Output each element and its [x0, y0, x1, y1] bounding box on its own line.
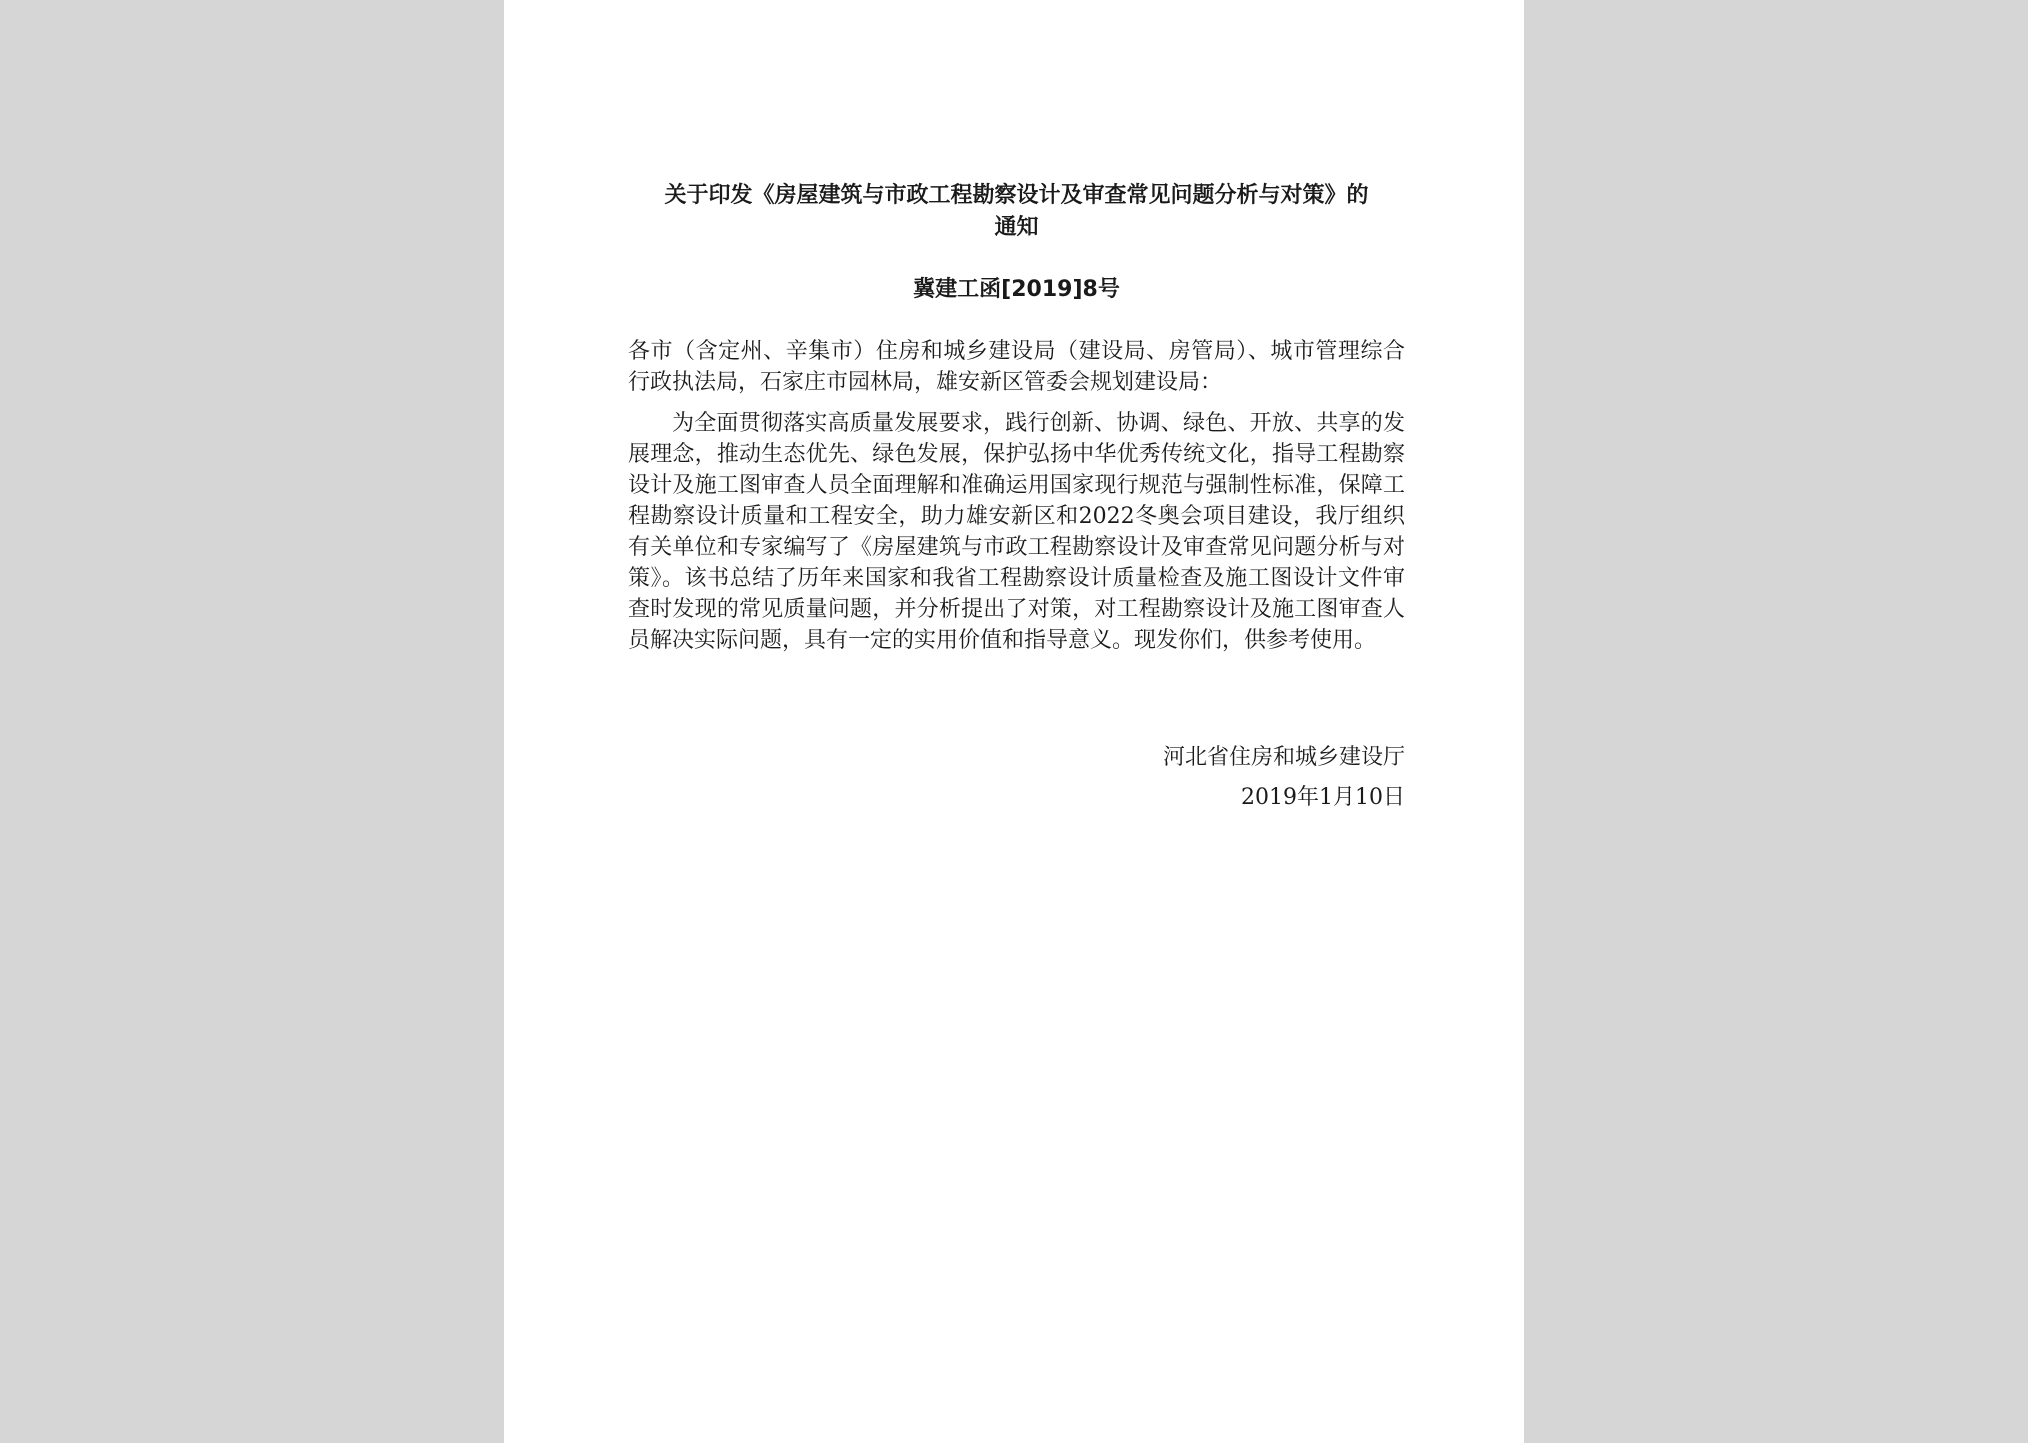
document-content [628, 180, 1405, 818]
document-page [504, 0, 1524, 1443]
salutation: 各市（含定州、辛集市）住房和城乡建设局（建设局、房管局）、城市管理综合行政执法局，石家庄市园林局，雄安新区管委会规划建设局： [628, 339, 1405, 395]
document-title [628, 180, 1405, 244]
title-line-2: 通知 [994, 215, 1039, 240]
document-number: 冀建工函[2019]8号 [913, 277, 1120, 302]
issuer-name: 河北省住房和城乡建设厅 [1162, 745, 1405, 770]
title-line-1: 关于印发《房屋建筑与市政工程勘察设计及审查常见问题分析与对策》的 [664, 183, 1369, 208]
body-paragraph: 为全面贯彻落实高质量发展要求，践行创新、协调、绿色、开放、共享的发展理念，推动生态优先、绿色发展，保护弘扬中华优秀传统文化，指导工程勘察设计及施工图审查人员全面理解和准确运用国家现行规范与强制性标准，保障工程勘察设计质量和工程安全，助力雄安新区和2022冬奥会项目建设，我厅组织有关单位和专家编写了《房屋建筑与市政工程勘察设计及审查常见问题分析与对策》。该书总结了历年来国家和我省工程勘察设计质量检查及施工图设计文件审查时发现的常见质量问题，并分析提出了对策，对工程勘察设计及施工图审查人员解决实际问题，具有一定的实用价值和指导意义。现发你们，供参考使用。 [628, 411, 1405, 653]
issue-date: 2019年1月10日 [1241, 785, 1405, 810]
